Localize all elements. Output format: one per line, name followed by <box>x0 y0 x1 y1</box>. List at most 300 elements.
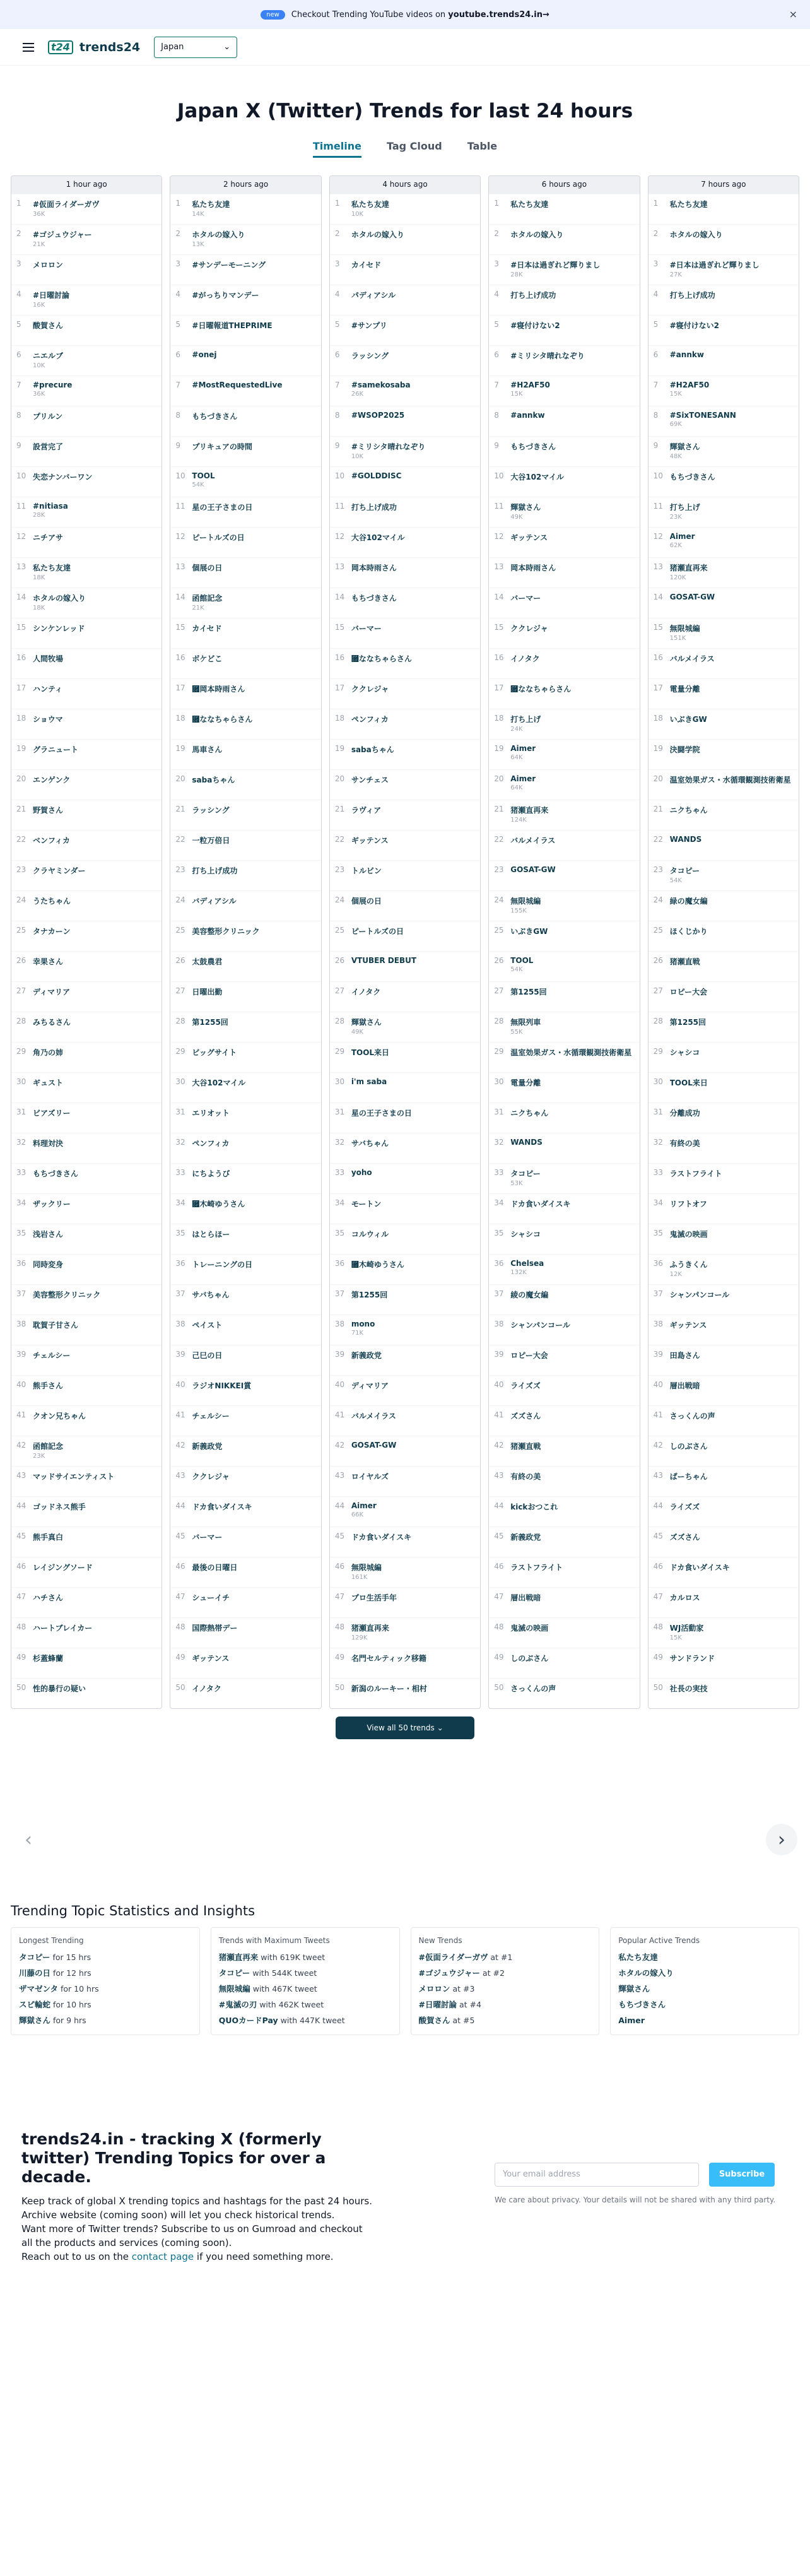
trend-item[interactable] <box>330 345 480 375</box>
trend-item[interactable] <box>170 1617 320 1648</box>
trend-item[interactable] <box>330 1315 480 1345</box>
trend-item[interactable] <box>330 194 480 224</box>
stats-trend-link[interactable]: #鬼滅の刃 <box>218 2000 257 2009</box>
trend-name[interactable]: トレーニングの日 <box>192 1260 253 1269</box>
trend-name[interactable]: ズズさん <box>669 1533 700 1542</box>
trend-item[interactable] <box>489 1345 639 1375</box>
trend-item[interactable] <box>649 1163 799 1193</box>
trend-name[interactable]: #MostRequestedLive <box>192 381 283 389</box>
trend-item[interactable] <box>11 1617 161 1648</box>
trend-name[interactable]: ビアズリー <box>33 1109 71 1118</box>
trend-item[interactable] <box>649 739 799 769</box>
trend-name[interactable]: 電量分離 <box>510 1078 541 1087</box>
trend-item[interactable] <box>330 1648 480 1678</box>
trend-name[interactable]: さっくんの声 <box>669 1412 715 1421</box>
trend-name[interactable]: もちづきさん <box>351 594 397 603</box>
trend-item[interactable] <box>11 1133 161 1163</box>
site-logo[interactable] <box>48 40 140 54</box>
trend-item[interactable] <box>489 1133 639 1163</box>
trend-name[interactable]: ニエルブ <box>33 352 64 360</box>
trend-name[interactable]: にちようび <box>192 1169 230 1178</box>
trend-name[interactable]: 私たち友達 <box>669 200 708 209</box>
trend-item[interactable] <box>489 648 639 678</box>
trend-name[interactable]: 酸賀さん <box>33 321 64 330</box>
trend-name[interactable]: さっくんの声 <box>510 1684 556 1693</box>
trend-item[interactable] <box>11 1375 161 1405</box>
trend-name[interactable]: サンドランド <box>669 1654 715 1663</box>
trend-item[interactable] <box>330 1102 480 1133</box>
trend-name[interactable]: sabaちゃん <box>192 776 235 784</box>
trend-name[interactable]: ペンフィカ <box>192 1139 230 1148</box>
trend-item[interactable] <box>649 1678 799 1708</box>
trend-item[interactable] <box>649 1587 799 1617</box>
trend-item[interactable] <box>170 285 320 315</box>
trend-item[interactable] <box>489 1587 639 1617</box>
trend-item[interactable] <box>170 1648 320 1678</box>
trend-name[interactable]: #annkw <box>669 350 704 359</box>
trend-name[interactable]: ⿟ななちゃらさん <box>351 654 412 663</box>
trend-name[interactable]: カルロス <box>669 1593 700 1602</box>
trend-item[interactable] <box>489 1375 639 1405</box>
trend-item[interactable] <box>489 1436 639 1466</box>
trend-item[interactable] <box>330 557 480 588</box>
trend-name[interactable]: ギッテンス <box>669 1321 707 1330</box>
trend-name[interactable]: プリルン <box>33 412 63 421</box>
trend-item[interactable] <box>330 890 480 921</box>
trend-item[interactable] <box>170 1072 320 1102</box>
trend-name[interactable]: #日本は過ぎれど輝りまし <box>669 261 760 269</box>
trend-name[interactable]: グラニュート <box>33 745 79 754</box>
trend-item[interactable] <box>649 1466 799 1496</box>
trend-name[interactable]: ボケどこ <box>192 654 223 663</box>
trend-name[interactable]: 打ち上げ成功 <box>351 503 397 512</box>
trend-item[interactable] <box>170 1133 320 1163</box>
trend-item[interactable] <box>489 1072 639 1102</box>
trend-item[interactable] <box>649 830 799 860</box>
trend-name[interactable]: ギュスト <box>33 1078 64 1087</box>
trend-name[interactable]: TOOL来日 <box>351 1048 390 1057</box>
trend-item[interactable] <box>11 921 161 951</box>
trend-item[interactable] <box>11 769 161 800</box>
trend-name[interactable]: kickおつこれ <box>510 1503 558 1511</box>
trend-name[interactable]: バーマー <box>192 1533 223 1542</box>
trend-item[interactable] <box>170 921 320 951</box>
trend-item[interactable] <box>649 1224 799 1254</box>
trend-name[interactable]: ドカ食いダイスキ <box>351 1533 412 1542</box>
trend-name[interactable]: 私たち友達 <box>192 200 230 209</box>
trend-item[interactable] <box>330 315 480 345</box>
trend-name[interactable]: ビッグサイト <box>192 1048 237 1057</box>
trend-item[interactable] <box>489 981 639 1012</box>
view-all-button[interactable]: View all 50 trends ⌄ <box>336 1716 474 1739</box>
trend-name[interactable]: GOSAT-GW <box>510 865 556 874</box>
trend-name[interactable]: 私たち友達 <box>33 564 71 572</box>
trend-item[interactable] <box>330 254 480 285</box>
trend-item[interactable] <box>649 981 799 1012</box>
trend-name[interactable]: 輝獄さん <box>669 442 700 451</box>
trend-name[interactable]: バルメイラス <box>669 654 715 663</box>
tab-table[interactable]: Table <box>467 140 498 152</box>
trend-name[interactable]: 緑の魔女編 <box>669 897 708 906</box>
trend-name[interactable]: #nitiasa <box>33 502 68 511</box>
trend-name[interactable]: ハートブレイカー <box>33 1624 93 1633</box>
trend-item[interactable] <box>11 436 161 466</box>
trend-item[interactable] <box>330 921 480 951</box>
trend-item[interactable] <box>649 1375 799 1405</box>
trend-name[interactable]: ドカ食いダイスキ <box>192 1503 252 1511</box>
trend-name[interactable]: 田島さん <box>669 1351 700 1360</box>
trend-name[interactable]: 美容整形クリニック <box>192 927 260 936</box>
trend-name[interactable]: レイジングソード <box>33 1563 93 1572</box>
trend-item[interactable] <box>170 194 320 224</box>
trend-name[interactable]: ラッシング <box>192 806 230 815</box>
trend-item[interactable] <box>330 406 480 436</box>
trend-item[interactable] <box>649 194 799 224</box>
trend-item[interactable] <box>330 1436 480 1466</box>
trend-name[interactable]: シューイチ <box>192 1593 230 1602</box>
trend-name[interactable]: 有終の美 <box>669 1139 700 1148</box>
trend-item[interactable] <box>489 769 639 800</box>
trend-name[interactable]: ホタルの嫁入り <box>192 230 245 239</box>
trend-item[interactable] <box>489 921 639 951</box>
trend-name[interactable]: 第1255回 <box>192 1018 228 1027</box>
trend-item[interactable] <box>170 497 320 527</box>
trend-item[interactable] <box>11 800 161 830</box>
arrow-right-icon[interactable]: › <box>766 1824 797 1855</box>
trend-name[interactable]: WJ活動家 <box>669 1624 704 1633</box>
contact-link[interactable]: contact page <box>131 2251 194 2262</box>
trend-item[interactable] <box>649 1012 799 1042</box>
trend-item[interactable] <box>489 1617 639 1648</box>
trend-name[interactable]: ホタルの嫁入り <box>33 594 86 603</box>
trend-name[interactable]: 太鼓農君 <box>192 957 223 966</box>
trend-item[interactable] <box>489 951 639 981</box>
trend-name[interactable]: 決闘学院 <box>669 745 700 754</box>
trend-name[interactable]: ピートルズの日 <box>192 533 245 542</box>
trend-item[interactable] <box>170 1193 320 1224</box>
trend-name[interactable]: #H2AF50 <box>669 381 710 389</box>
trend-item[interactable] <box>11 1345 161 1375</box>
trend-item[interactable] <box>649 466 799 497</box>
stats-trend-link[interactable]: スピ輪蛇 <box>19 2000 51 2009</box>
trend-item[interactable] <box>11 1284 161 1315</box>
stats-trend-link[interactable]: 輝獄さん <box>618 1984 650 1994</box>
trend-name[interactable]: WANDS <box>669 835 702 844</box>
trend-item[interactable] <box>170 981 320 1012</box>
trend-item[interactable] <box>170 1345 320 1375</box>
trend-name[interactable]: ラヴィア <box>351 806 382 815</box>
trend-item[interactable] <box>649 1345 799 1375</box>
trend-name[interactable]: 星の王子さまの日 <box>192 503 253 512</box>
trend-item[interactable] <box>330 1617 480 1648</box>
trend-item[interactable] <box>489 1648 639 1678</box>
trend-item[interactable] <box>11 1678 161 1708</box>
trend-item[interactable] <box>330 1527 480 1557</box>
trend-name[interactable]: カイセド <box>351 261 382 269</box>
trend-item[interactable] <box>170 709 320 739</box>
trend-name[interactable]: ぱーちゃん <box>669 1472 708 1481</box>
trend-item[interactable] <box>330 1496 480 1527</box>
trend-name[interactable]: #H2AF50 <box>510 381 550 389</box>
trend-item[interactable] <box>489 1042 639 1072</box>
trend-item[interactable] <box>330 224 480 254</box>
trend-name[interactable]: #ミリシタ晴れなぞり <box>510 352 585 360</box>
trend-name[interactable]: #サンプリ <box>351 321 387 330</box>
trend-item[interactable] <box>649 1102 799 1133</box>
trend-item[interactable] <box>11 1193 161 1224</box>
trend-name[interactable]: 国際熱帯デー <box>192 1624 238 1633</box>
trend-item[interactable] <box>489 800 639 830</box>
trend-item[interactable] <box>330 1284 480 1315</box>
trend-item[interactable] <box>330 1163 480 1193</box>
trend-item[interactable] <box>489 1284 639 1315</box>
trend-item[interactable] <box>489 678 639 709</box>
trend-name[interactable]: 浅岩さん <box>33 1230 64 1239</box>
trend-item[interactable] <box>489 497 639 527</box>
trend-item[interactable] <box>489 739 639 769</box>
trend-name[interactable]: ギッテンス <box>192 1654 230 1663</box>
trend-name[interactable]: 野賀さん <box>33 806 64 815</box>
trend-name[interactable]: ライズズ <box>510 1381 541 1390</box>
trend-name[interactable]: 第1255回 <box>669 1018 707 1027</box>
trend-name[interactable]: しのぶさん <box>510 1654 549 1663</box>
trend-name[interactable]: 猪瀬直再来 <box>510 806 549 815</box>
trend-item[interactable] <box>170 1375 320 1405</box>
trend-name[interactable]: シャンパンコール <box>510 1321 570 1330</box>
trend-name[interactable]: イノタク <box>351 988 381 996</box>
trend-name[interactable]: チェルシー <box>33 1351 71 1360</box>
trend-item[interactable] <box>170 860 320 890</box>
trend-name[interactable]: ハンティ <box>33 685 63 694</box>
trend-item[interactable] <box>170 678 320 709</box>
trend-item[interactable] <box>649 1405 799 1436</box>
trend-name[interactable]: ドカ食いダイスキ <box>669 1563 730 1572</box>
trend-item[interactable] <box>330 1466 480 1496</box>
trend-item[interactable] <box>330 1375 480 1405</box>
trend-name[interactable]: ピートルズの日 <box>351 927 404 936</box>
trend-item[interactable] <box>170 375 320 406</box>
trend-item[interactable] <box>330 1133 480 1163</box>
trend-item[interactable] <box>11 648 161 678</box>
trend-name[interactable]: エンゲンク <box>33 776 71 784</box>
trend-name[interactable]: うたちゃん <box>33 897 71 906</box>
trend-item[interactable] <box>170 1436 320 1466</box>
banner-text[interactable]: Checkout Trending YouTube videos on youtube.trends24.in→ <box>291 9 549 20</box>
trend-item[interactable] <box>330 588 480 618</box>
trend-item[interactable] <box>489 1193 639 1224</box>
trend-name[interactable]: #日曜報道THEPRIME <box>192 321 273 330</box>
trend-name[interactable]: ギッテンス <box>351 836 389 845</box>
trend-item[interactable] <box>649 1648 799 1678</box>
tab-tag-cloud[interactable]: Tag Cloud <box>386 140 442 152</box>
trend-item[interactable] <box>489 1466 639 1496</box>
trend-name[interactable]: カイセド <box>192 624 222 633</box>
trend-item[interactable] <box>489 1496 639 1527</box>
trend-item[interactable] <box>330 375 480 406</box>
trend-name[interactable]: ニクちゃん <box>510 1109 549 1118</box>
trend-item[interactable] <box>170 1102 320 1133</box>
trend-item[interactable] <box>330 951 480 981</box>
trend-name[interactable]: #日本は過ぎれど輝りまし <box>510 261 601 269</box>
trend-name[interactable]: ロイヤルズ <box>351 1472 389 1481</box>
trend-item[interactable] <box>11 194 161 224</box>
trend-item[interactable] <box>11 1163 161 1193</box>
trend-name[interactable]: 無限城編 <box>669 624 700 633</box>
trend-name[interactable]: ラストフライト <box>510 1563 563 1572</box>
trend-name[interactable]: 新義政党 <box>351 1351 382 1360</box>
trend-name[interactable]: イノタク <box>510 654 540 663</box>
trend-item[interactable] <box>170 1284 320 1315</box>
trend-name[interactable]: 猪瀬直戦 <box>510 1442 541 1451</box>
trend-item[interactable] <box>11 1254 161 1284</box>
trend-name[interactable]: #がっちりマンデー <box>192 291 259 300</box>
trend-item[interactable] <box>330 1254 480 1284</box>
trend-item[interactable] <box>649 1254 799 1284</box>
trend-name[interactable]: TOOL <box>192 471 215 480</box>
trend-item[interactable] <box>649 254 799 285</box>
trend-name[interactable]: 函館記念 <box>33 1442 64 1451</box>
trend-name[interactable]: 第1255回 <box>510 988 547 996</box>
trend-name[interactable]: ベンフィカ <box>33 836 71 845</box>
trend-name[interactable]: 一粒万倍日 <box>192 836 230 845</box>
trend-item[interactable] <box>330 648 480 678</box>
trend-name[interactable]: 角乃の姉 <box>33 1048 64 1057</box>
trend-name[interactable]: パディアシル <box>351 291 396 300</box>
trend-item[interactable] <box>330 1193 480 1224</box>
trend-name[interactable]: Aimer <box>510 744 536 753</box>
trend-name[interactable]: シャシコ <box>669 1048 700 1057</box>
trend-name[interactable]: サバちゃん <box>351 1139 389 1148</box>
trend-name[interactable]: いぶきGW <box>669 715 707 724</box>
trend-name[interactable]: バルメイラス <box>351 1412 396 1421</box>
trend-name[interactable]: プロ生活手年 <box>351 1593 397 1602</box>
trend-item[interactable] <box>11 981 161 1012</box>
trend-name[interactable]: クオン兄ちゃん <box>33 1412 86 1421</box>
trend-name[interactable]: TOOL <box>510 956 534 965</box>
trend-name[interactable]: 電量分離 <box>669 685 700 694</box>
trend-item[interactable] <box>649 769 799 800</box>
trend-item[interactable] <box>489 1557 639 1587</box>
subscribe-button[interactable]: Subscribe <box>709 2163 775 2187</box>
trend-item[interactable] <box>11 557 161 588</box>
trend-item[interactable] <box>11 1557 161 1587</box>
trend-item[interactable] <box>11 466 161 497</box>
trend-name[interactable]: 新潟のルーキー・相村 <box>351 1684 427 1693</box>
trend-name[interactable]: 大谷102マイル <box>192 1078 246 1087</box>
trend-item[interactable] <box>649 285 799 315</box>
trend-item[interactable] <box>330 1557 480 1587</box>
trend-name[interactable]: 打ち上げ成功 <box>510 291 556 300</box>
trend-name[interactable]: 打ち上げ成功 <box>192 866 238 875</box>
trend-item[interactable] <box>489 1527 639 1557</box>
trend-name[interactable]: ゴッドネス熊手 <box>33 1503 86 1511</box>
trend-item[interactable] <box>170 315 320 345</box>
stats-trend-link[interactable]: メロロン <box>418 1984 450 1994</box>
trend-item[interactable] <box>11 1587 161 1617</box>
trend-item[interactable] <box>649 709 799 739</box>
trend-item[interactable] <box>11 1405 161 1436</box>
trend-item[interactable] <box>170 345 320 375</box>
trend-name[interactable]: トルビン <box>351 866 382 875</box>
trend-name[interactable]: i'm saba <box>351 1077 387 1086</box>
trend-item[interactable] <box>330 1224 480 1254</box>
trend-name[interactable]: 料理対決 <box>33 1139 64 1148</box>
trend-name[interactable]: 温室効果ガス・水循環観測技術衛星 <box>510 1048 632 1057</box>
trend-item[interactable] <box>11 1496 161 1527</box>
trend-item[interactable] <box>330 436 480 466</box>
trend-item[interactable] <box>330 497 480 527</box>
trend-item[interactable] <box>649 678 799 709</box>
trend-item[interactable] <box>170 1224 320 1254</box>
trend-item[interactable] <box>330 830 480 860</box>
trend-name[interactable]: 新義政党 <box>192 1442 223 1451</box>
trend-name[interactable]: バディアシル <box>192 897 237 906</box>
trend-name[interactable]: #precure <box>33 381 73 389</box>
trend-item[interactable] <box>11 1224 161 1254</box>
trend-name[interactable]: 熊手真白 <box>33 1533 64 1542</box>
trend-name[interactable]: Aimer <box>510 774 536 783</box>
trend-item[interactable] <box>11 830 161 860</box>
trend-item[interactable] <box>11 1466 161 1496</box>
trend-item[interactable] <box>489 1405 639 1436</box>
trend-name[interactable]: サバちゃん <box>192 1291 230 1299</box>
trend-name[interactable]: 同時変身 <box>33 1260 64 1269</box>
trend-item[interactable] <box>649 1315 799 1345</box>
trend-item[interactable] <box>11 1648 161 1678</box>
trend-item[interactable] <box>11 739 161 769</box>
trend-item[interactable] <box>649 921 799 951</box>
stats-trend-link[interactable]: 無限城編 <box>218 1984 250 1994</box>
trend-name[interactable]: タナカーン <box>33 927 71 936</box>
trend-item[interactable] <box>489 830 639 860</box>
trend-name[interactable]: ⿟ななちゃらさん <box>192 715 253 724</box>
trend-item[interactable] <box>170 830 320 860</box>
trend-name[interactable]: 層出戦暗 <box>669 1381 700 1390</box>
trend-item[interactable] <box>489 1678 639 1708</box>
trend-name[interactable]: 幸果さん <box>33 957 64 966</box>
stats-trend-link[interactable]: ホタルの嫁入り <box>618 1968 674 1978</box>
trend-item[interactable] <box>489 1012 639 1042</box>
trend-name[interactable]: シンケンレッド <box>33 624 85 633</box>
trend-item[interactable] <box>649 1527 799 1557</box>
stats-trend-link[interactable]: 輝獄さん <box>19 2016 51 2025</box>
trend-item[interactable] <box>11 315 161 345</box>
trend-name[interactable]: もちづきさん <box>192 412 238 421</box>
trend-name[interactable]: 輝獄さん <box>510 503 541 512</box>
trend-item[interactable] <box>649 618 799 648</box>
trend-name[interactable]: コルウィル <box>351 1230 389 1239</box>
trend-item[interactable] <box>489 285 639 315</box>
trend-item[interactable] <box>489 315 639 345</box>
trend-item[interactable] <box>330 1012 480 1042</box>
trend-item[interactable] <box>170 254 320 285</box>
trend-name[interactable]: 新義政党 <box>510 1533 541 1542</box>
trend-item[interactable] <box>170 588 320 618</box>
trend-name[interactable]: 杉蓋蜂蘭 <box>33 1654 64 1663</box>
trend-name[interactable]: #寝付けない2 <box>669 321 720 330</box>
trend-name[interactable]: 私たち友達 <box>510 200 549 209</box>
trend-name[interactable]: 岡本時雨さん <box>351 564 397 572</box>
trend-name[interactable]: ⿟岡本時雨さん <box>192 685 245 694</box>
trend-name[interactable]: バルメイラス <box>510 836 556 845</box>
trend-name[interactable]: メロロン <box>33 261 64 269</box>
trend-item[interactable] <box>649 648 799 678</box>
trend-name[interactable]: もちづきさん <box>33 1169 78 1178</box>
trend-name[interactable]: 大谷102マイル <box>510 473 565 482</box>
trend-name[interactable]: ザックリー <box>33 1200 71 1208</box>
trend-item[interactable] <box>489 406 639 436</box>
trend-item[interactable] <box>489 466 639 497</box>
